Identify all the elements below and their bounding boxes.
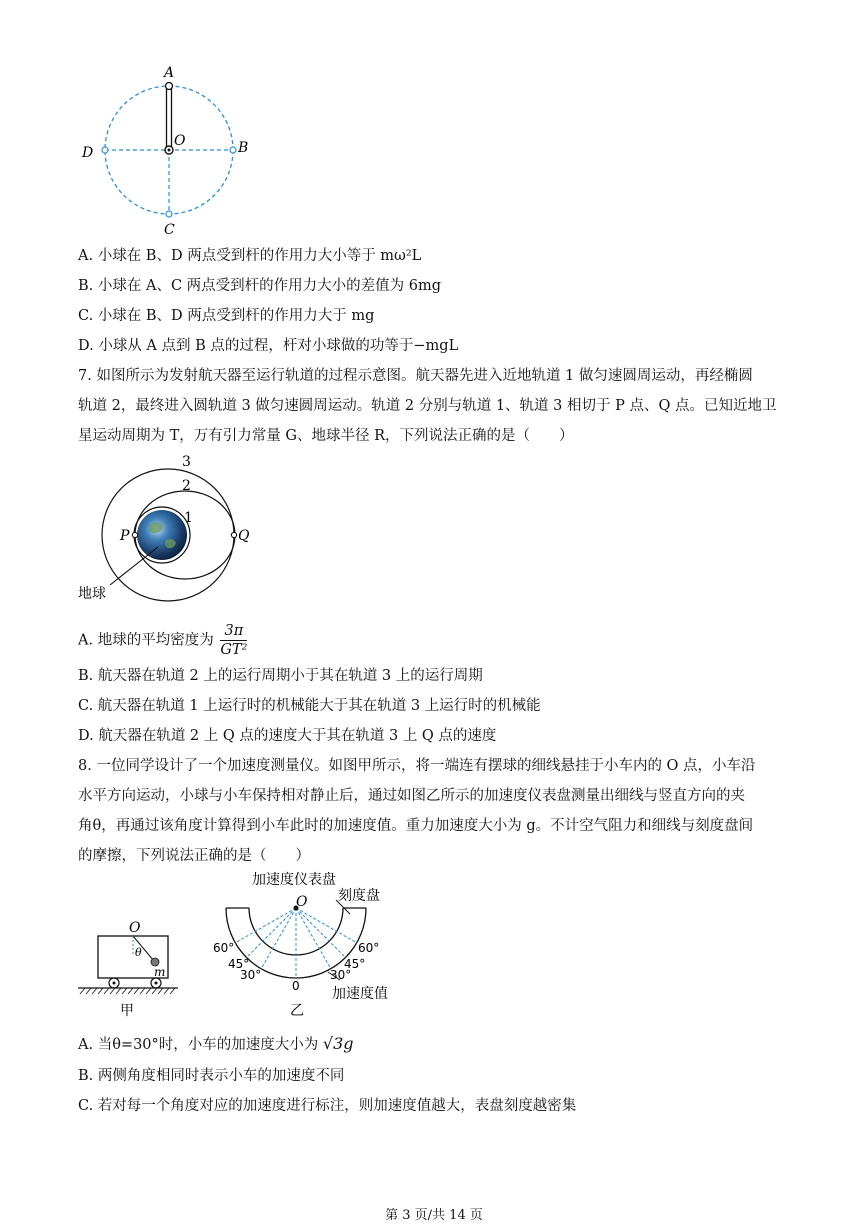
- rod-circle-figure: [78, 62, 258, 240]
- pivot-o-center: [168, 149, 171, 152]
- page-number: 第 3 页/共 14 页: [385, 1208, 483, 1223]
- earth-label: 地球: [78, 586, 106, 602]
- dial-angle-rays: [235, 908, 357, 976]
- density-fraction: [220, 622, 247, 659]
- point-c-marker: [166, 211, 172, 217]
- orbit-2-label: 2: [182, 478, 191, 494]
- value-label: 加速度值: [332, 986, 388, 1002]
- caption-jia: 甲: [120, 1003, 134, 1019]
- dial-title: 加速度仪表盘: [252, 872, 336, 888]
- label-c: C: [164, 222, 175, 238]
- accelerometer-figure: [74, 870, 394, 1020]
- car-diagram: [78, 920, 178, 1019]
- right-wheel-hub: [155, 982, 158, 985]
- q7-option-b: B. 航天器在轨道 2 上的运行周期小于其在轨道 3 上的运行周期: [78, 668, 483, 684]
- q7-option-a-text: A. 地球的平均密度为: [78, 632, 214, 649]
- q8-stem-line-1: 8. 一位同学设计了一个加速度测量仪。如图甲所示，将一端连有摆球的细线悬挂于小车内的 O 点，小车沿: [78, 758, 756, 774]
- scale-label: 刻度盘: [338, 888, 380, 904]
- q7-option-d: D. 航天器在轨道 2 上 Q 点的速度大于其在轨道 3 上 Q 点的速度: [78, 728, 497, 744]
- q7-option-a: [78, 622, 247, 659]
- q7-stem-line-2: 轨道 2，最终进入圆轨道 3 做匀速圆周运动。轨道 2 分别与轨道 1、轨道 3 相切于 P 点、Q 点。已知近地卫: [78, 398, 777, 414]
- point-o-car-label: O: [129, 920, 141, 936]
- right-60-label: 60°: [358, 941, 380, 955]
- fraction-denominator: GT²: [220, 642, 248, 658]
- q8-option-a-value: √3g: [322, 1034, 354, 1053]
- right-30-label: 30°: [330, 968, 352, 982]
- left-45-label: 45°: [228, 957, 250, 971]
- right-45-label: 45°: [344, 957, 366, 971]
- label-b: B: [238, 140, 249, 156]
- earth: [137, 510, 187, 560]
- q8-stem-line-3: 角θ，再通过该角度计算得到小车此时的加速度值。重力加速度大小为 g。不计空气阻力和细线与刻度盘间: [78, 818, 754, 834]
- q7-stem-line-1: 7. 如图所示为发射航天器至运行轨道的过程示意图。航天器先进入近地轨道 1 做匀速圆周运动，再经椭圆: [78, 368, 753, 384]
- left-60-label: 60°: [213, 941, 235, 955]
- point-p-label: P: [120, 528, 130, 544]
- ground-hatching: [80, 988, 175, 994]
- zero-label: 0: [292, 979, 300, 993]
- point-q-label: Q: [238, 528, 250, 544]
- q7-option-c: C. 航天器在轨道 1 上运行时的机械能大于其在轨道 3 上运行时的机械能: [78, 698, 541, 714]
- q6-option-a: A. 小球在 B、D 两点受到杆的作用力大小等于 mω²L: [78, 248, 422, 264]
- mass-label: m: [154, 965, 166, 979]
- left-30-label: 30°: [240, 968, 262, 982]
- q6-option-d: D. 小球从 A 点到 B 点的过程，杆对小球做的功等于−mgL: [78, 338, 459, 354]
- earth-leader-line: [110, 547, 158, 585]
- q7-stem-line-3: 星运动周期为 T，万有引力常量 G、地球半径 R，下列说法正确的是（ ）: [78, 428, 574, 444]
- caption-yi: 乙: [290, 1003, 304, 1019]
- orbit-1-label: 1: [184, 510, 193, 526]
- q8-option-c: C. 若对每一个角度对应的加速度进行标注，则加速度值越大，表盘刻度越密集: [78, 1098, 577, 1114]
- label-d: D: [82, 145, 94, 161]
- label-o: O: [174, 133, 186, 149]
- point-d-marker: [102, 147, 108, 153]
- q8-stem-line-4: 的摩擦，下列说法正确的是（ ）: [78, 848, 310, 864]
- label-a: A: [164, 65, 175, 81]
- ball-a: [166, 83, 173, 90]
- theta-label: θ: [135, 946, 142, 959]
- q8-option-a-text: A. 当θ=30°时，小车的加速度大小为: [78, 1037, 319, 1053]
- point-p-marker: [132, 532, 137, 537]
- q8-option-b: B. 两侧角度相同时表示小车的加速度不同: [78, 1068, 345, 1084]
- rod: [167, 89, 172, 150]
- q8-option-a: [78, 1034, 354, 1055]
- left-wheel-hub: [113, 982, 116, 985]
- orbit-figure: [74, 452, 274, 604]
- point-b-marker: [230, 147, 236, 153]
- q6-option-b: B. 小球在 A、C 两点受到杆的作用力大小的差值为 6mg: [78, 278, 442, 294]
- point-o-dial-label: O: [296, 894, 308, 910]
- dial-diagram: [213, 871, 388, 1019]
- orbit-3-label: 3: [182, 454, 191, 470]
- point-q-marker: [231, 532, 236, 537]
- q8-stem-line-2: 水平方向运动，小球与小车保持相对静止后，通过如图乙所示的加速度仪表盘测量出细线与竖直方向的夹: [78, 788, 745, 804]
- q6-option-c: C. 小球在 B、D 两点受到杆的作用力大于 mg: [78, 308, 375, 324]
- fraction-numerator: 3π: [220, 622, 247, 641]
